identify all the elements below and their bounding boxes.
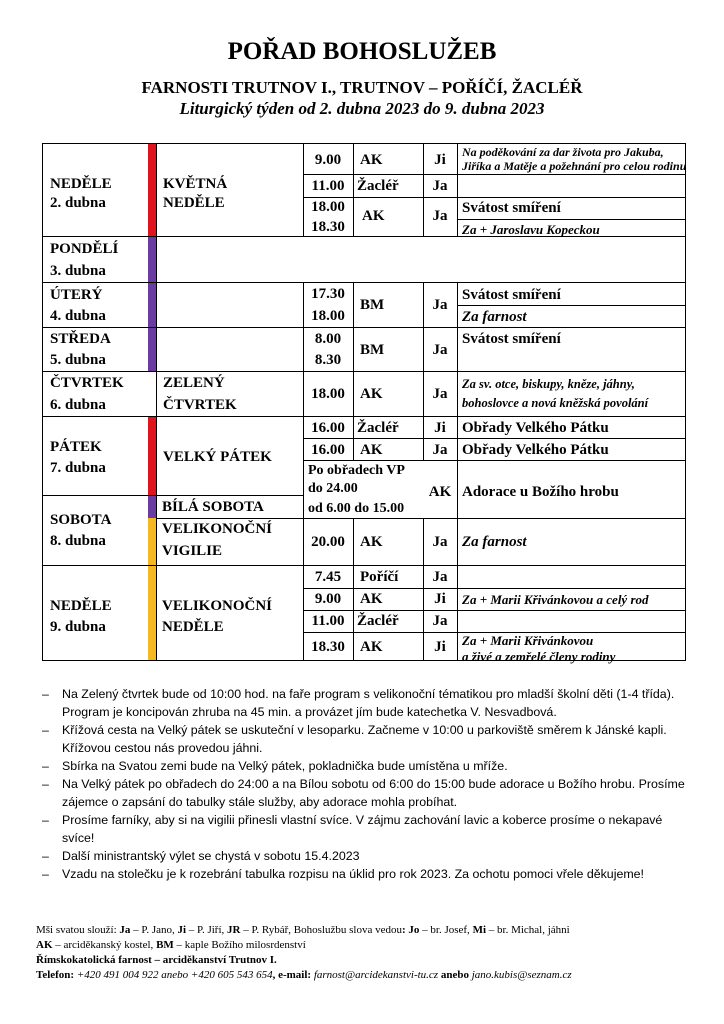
mass-priest: Ja [432, 569, 448, 585]
liturgical-color-bar [148, 518, 156, 660]
day-name: PÁTEK [50, 439, 102, 455]
mass-intention: Obřady Velkého Pátku [462, 420, 609, 436]
mass-place: AK [362, 208, 385, 224]
announcement-item: – Sbírka na Svatou zemi bude na Velký pátek, pokladnička bude umístěna u mříže. [40, 757, 688, 775]
week-range: Liturgický týden od 2. dubna 2023 do 9. dubna 2023 [179, 99, 545, 118]
feast-name: NEDĚLE [163, 195, 225, 211]
day-date: 3. dubna [50, 263, 106, 279]
mass-time: 20.00 [311, 534, 345, 550]
feast-name: VELIKONOČNÍ [162, 521, 273, 537]
day-date: 8. dubna [50, 533, 106, 549]
mass-intention: Svátost smíření [462, 200, 561, 216]
mass-time: 7.45 [314, 569, 342, 585]
mass-time: 18.30 [311, 219, 345, 235]
feast-name: VELIKONOČNÍ [162, 598, 273, 614]
footer-ministers: Mši svatou slouží: Ja – P. Jano, Ji – P. Jiří, JR – P. Rybář, Bohoslužbu slova vedou: Jo – br. Josef, Mi – br. Michal, jáhni [36, 924, 570, 936]
mass-place: Žacléř [357, 178, 399, 194]
mass-intention: Jiříka a Matěje a požehnání pro celou rodinu [462, 159, 687, 173]
day-name: ÚTERÝ [50, 287, 103, 303]
mass-intention: Za farnost [462, 309, 527, 325]
mass-place: AK [360, 591, 383, 607]
mass-intention: bohoslovce a nová kněžská povolání [462, 396, 649, 410]
mass-priest: Ja [432, 534, 448, 550]
mass-place: Žacléř [357, 613, 399, 629]
mass-time: 8.00 [314, 331, 342, 347]
day-name: PONDĚLÍ [50, 241, 119, 257]
adoration-time: od 6.00 do 15.00 [308, 501, 405, 516]
mass-intention: Za farnost [462, 534, 527, 550]
announcement-item: – Na Zelený čtvrtek bude od 10:00 hod. na faře program s velikonoční tématikou pro mladší školní děti (1-4 třída). Program je koncipován zhruba na 45 min. a provázet jím bude katechetka V. Nesvadbová. [40, 685, 688, 721]
mass-time: 18.00 [311, 308, 345, 324]
day-name: STŘEDA [50, 331, 111, 347]
feast-name: ČTVRTEK [163, 397, 237, 413]
day-date: 9. dubna [50, 619, 106, 635]
mass-time: 18.30 [311, 639, 345, 655]
announcement-item: – Další ministrantský výlet se chystá v sobotu 15.4.2023 [40, 847, 688, 865]
footer-parish: Římskokatolická farnost – arciděkanství Trutnov I. [36, 954, 277, 966]
mass-priest: Ji [434, 420, 446, 436]
liturgical-color-bar [148, 495, 156, 518]
mass-place: BM [360, 297, 385, 313]
footer-places: AK – arciděkanský kostel, BM – kaple Božího milosrdenství [36, 939, 306, 951]
mass-place: BM [360, 342, 385, 358]
feast-name: NEDĚLE [162, 619, 224, 635]
day-name: NEDĚLE [50, 598, 112, 614]
mass-time: 11.00 [311, 613, 345, 629]
mass-priest: Ja [432, 613, 448, 629]
mass-intention: Za sv. otce, biskupy, kněze, jáhny, [462, 377, 635, 391]
mass-intention: Obřady Velkého Pátku [462, 442, 609, 458]
day-date: 2. dubna [50, 195, 106, 211]
feast-name: KVĚTNÁ [163, 176, 228, 192]
page-subtitle: FARNOSTI TRUTNOV I., TRUTNOV – POŘÍČÍ, ŽACLÉŘ [141, 78, 583, 97]
mass-intention: a živé a zemřelé členy rodiny [462, 649, 616, 664]
feast-name: VIGILIE [162, 543, 223, 559]
footer-contact: Telefon: +420 491 004 922 anebo +420 605 543 654, e-mail: farnost@arcidekanstvi-tu.cz anebo jano.kubis@seznam.cz [36, 969, 572, 981]
feast-name: ZELENÝ [163, 375, 225, 391]
mass-time: 16.00 [311, 420, 345, 436]
mass-priest: Ja [432, 386, 448, 402]
day-name: SOBOTA [50, 512, 112, 528]
mass-place: AK [360, 639, 383, 655]
mass-place: Poříčí [360, 569, 399, 585]
adoration-time: Po obřadech VP [308, 463, 405, 478]
mass-priest: Ja [432, 342, 448, 358]
day-date: 7. dubna [50, 460, 106, 476]
mass-priest: Ji [434, 639, 446, 655]
mass-place: AK [360, 534, 383, 550]
mass-place: AK [360, 152, 383, 168]
announcement-item: – Vzadu na stolečku je k rozebrání tabulka rozpisu na úklid pro rok 2023. Za ochotu pomoci vřele děkujeme! [40, 865, 688, 883]
mass-priest: Ja [432, 208, 448, 224]
feast-name: BÍLÁ SOBOTA [162, 499, 264, 515]
day-date: 6. dubna [50, 397, 106, 413]
mass-place: AK [360, 442, 383, 458]
mass-intention: Za + Marii Křivánkovou [462, 633, 594, 648]
mass-time: 18.00 [311, 199, 345, 215]
page-title: POŘAD BOHOSLUŽEB [227, 38, 497, 65]
feast-name: VELKÝ PÁTEK [163, 449, 272, 465]
announcement-item: – Prosíme farníky, aby si na vigilii přinesli vlastní svíce. V zájmu zachování lavic a koberce prosíme o nekapavé svíce! [40, 811, 688, 847]
announcement-item: – Křížová cesta na Velký pátek se uskuteční v lesoparku. Začneme v 10:00 u parkoviště směrem k Jánské kapli. Křížovou cestou nás provedou jáhni. [40, 721, 688, 757]
mass-time: 18.00 [311, 386, 345, 402]
mass-priest: Ja [432, 442, 448, 458]
mass-priest: Ji [434, 152, 446, 168]
mass-time: 9.00 [314, 591, 342, 607]
mass-priest: Ja [432, 297, 448, 313]
liturgical-color-bar [148, 236, 156, 372]
mass-place: Žacléř [357, 420, 399, 436]
mass-time: 9.00 [314, 152, 342, 168]
mass-time: 16.00 [311, 442, 345, 458]
day-name: NEDĚLE [50, 176, 112, 192]
mass-intention: Adorace u Božího hrobu [462, 484, 619, 500]
announcements-list [40, 685, 688, 883]
mass-priest: Ji [434, 591, 446, 607]
mass-intention: Svátost smíření [462, 287, 561, 303]
adoration-time: do 24.00 [308, 481, 358, 496]
day-name: ČTVRTEK [50, 375, 124, 391]
mass-intention: Za + Jaroslavu Kopeckou [462, 222, 600, 237]
mass-time: 11.00 [311, 178, 345, 194]
mass-place: AK [360, 386, 383, 402]
mass-priest: Ja [432, 178, 448, 194]
mass-intention: Za + Marii Křivánkovou a celý rod [462, 592, 649, 607]
mass-time: 17.30 [311, 286, 345, 302]
mass-intention: Svátost smíření [462, 331, 561, 347]
mass-time: 8.30 [314, 352, 342, 368]
day-date: 4. dubna [50, 308, 106, 324]
mass-place: AK [428, 484, 452, 500]
liturgical-color-bar [148, 144, 156, 236]
mass-intention: Na poděkování za dar života pro Jakuba, [462, 145, 664, 159]
liturgical-color-bar [148, 416, 156, 495]
day-date: 5. dubna [50, 352, 106, 368]
announcement-item: – Na Velký pátek po obřadech do 24:00 a na Bílou sobotu od 6:00 do 15:00 bude adorace u Božího hrobu. Prosíme zájemce o zapsání do tabulky stále služby, aby adorace mohla probíhat. [40, 775, 688, 811]
